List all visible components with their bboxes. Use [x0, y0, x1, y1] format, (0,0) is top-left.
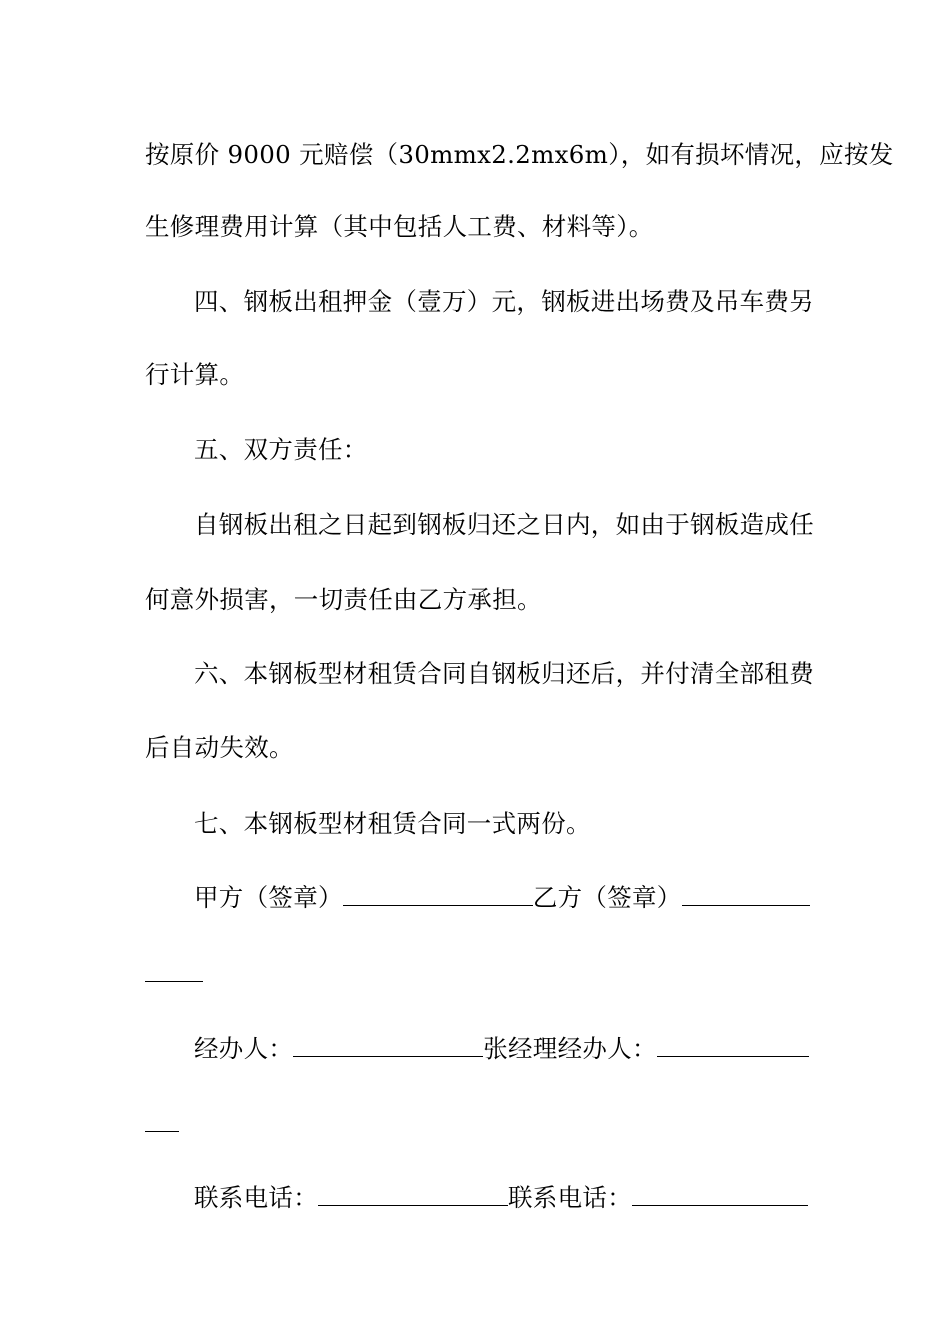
signature-row-handlers — [194, 1033, 807, 1065]
paragraph-line: 行计算。 — [145, 360, 245, 389]
phone-b-label: 联系电话： — [508, 1183, 632, 1212]
paragraph-line: 七、本钢板型材租赁合同一式两份。 — [194, 809, 591, 838]
paragraph-line: 按原价 9000 元赔偿（30mmx2.2mx6m），如有损坏情况，应按发 — [145, 140, 894, 169]
signature-row-phones — [194, 1182, 807, 1214]
section-heading: 五、双方责任： — [194, 435, 368, 464]
party-b-signature-blank-continued — [145, 981, 203, 982]
handler-b-label: 张经理经办人： — [483, 1034, 657, 1063]
party-a-label: 甲方（签章） — [194, 883, 343, 912]
party-b-signature-blank — [682, 883, 810, 906]
paragraph-line: 四、钢板出租押金（壹万）元，钢板进出场费及吊车费另 — [194, 287, 814, 316]
paragraph-line: 自钢板出租之日起到钢板归还之日内，如由于钢板造成任 — [194, 510, 814, 539]
paragraph-line: 何意外损害，一切责任由乙方承担。 — [145, 585, 542, 614]
signature-row-parties — [194, 882, 807, 914]
handler-a-label: 经办人： — [194, 1034, 294, 1063]
phone-b-blank — [632, 1183, 808, 1206]
party-a-signature-blank — [343, 883, 533, 906]
paragraph-line: 后自动失效。 — [145, 733, 294, 762]
handler-b-blank — [657, 1034, 809, 1057]
handler-b-blank-continued — [145, 1131, 179, 1132]
party-b-label: 乙方（签章） — [532, 883, 682, 912]
phone-a-label: 联系电话： — [194, 1183, 318, 1212]
paragraph-line: 六、本钢板型材租赁合同自钢板归还后，并付清全部租费 — [194, 659, 814, 688]
paragraph-line: 生修理费用计算（其中包括人工费、材料等）。 — [145, 212, 654, 241]
handler-a-blank — [293, 1034, 483, 1057]
phone-a-blank — [318, 1183, 508, 1206]
